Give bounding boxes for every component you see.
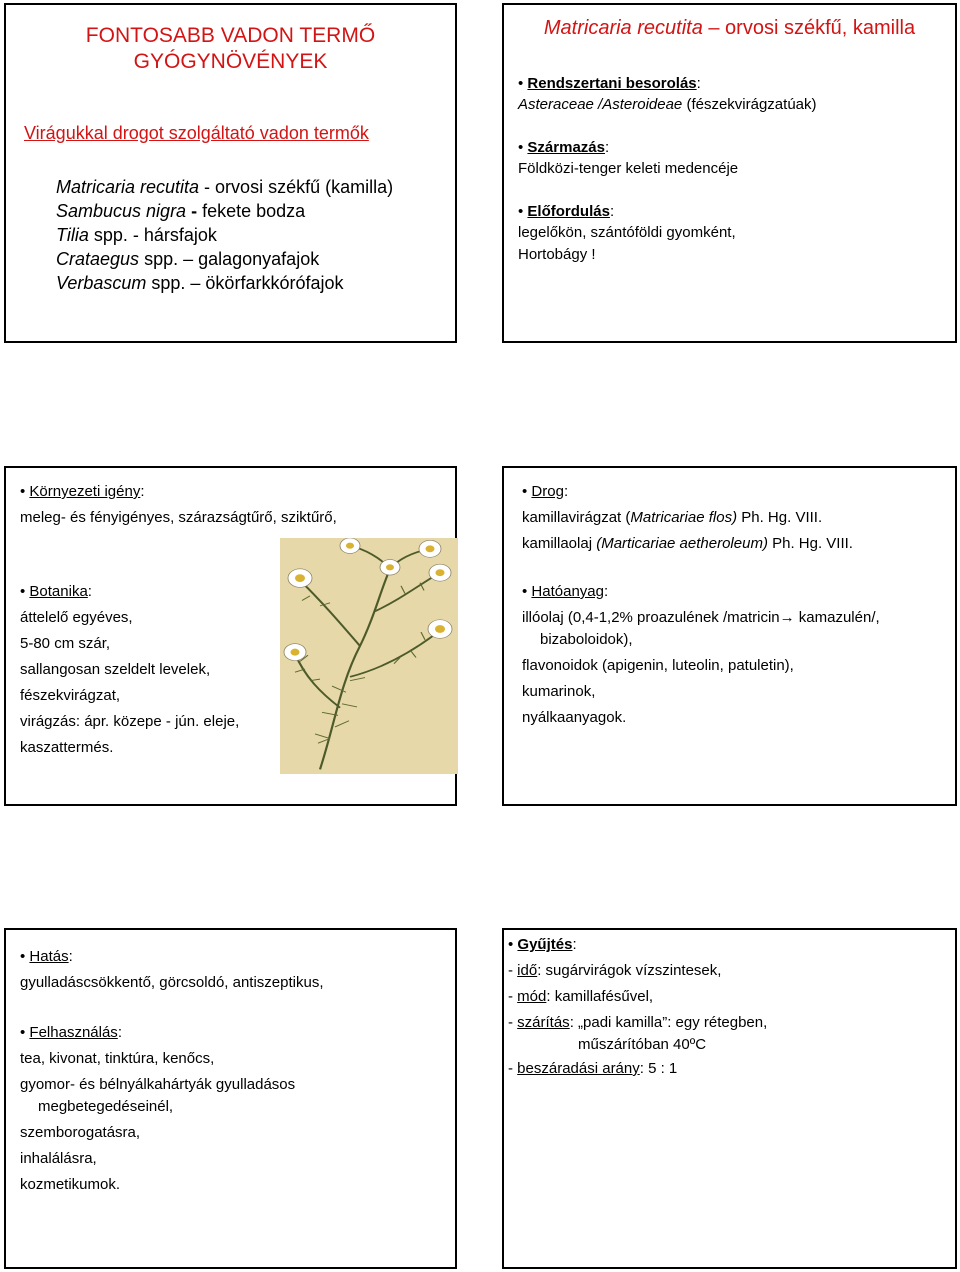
heading-environment: • Környezeti igény: — [20, 483, 145, 500]
usage-line: megbetegedéseinél, — [38, 1098, 174, 1115]
heading-botany: • Botanika: — [20, 583, 92, 600]
active-line-4: nyálkaanyagok. — [522, 709, 627, 726]
title-line-2: GYÓGYNÖVÉNYEK — [133, 50, 328, 73]
chamomile-illustration — [280, 538, 458, 774]
slide-overview-title: Matricaria recutita – orvosi székfű, kamilla — [543, 17, 916, 39]
collection-row-drying-2: műszárítóban 40ºC — [578, 1036, 707, 1053]
heading-drug: • Drog: — [522, 483, 568, 500]
subtitle: Virágukkal drogot szolgáltató vadon termők — [24, 123, 369, 143]
botany-line: sallangosan szeldelt levelek, — [20, 661, 211, 678]
heading-taxonomy: • Rendszertani besorolás: — [518, 75, 701, 92]
active-line-1: illóolaj (0,4-1,2% proazulének /matricin→ kamazulén/, — [522, 609, 880, 626]
slide-title-heading — [6, 23, 455, 75]
botany-line: 5-80 cm szár, — [20, 635, 111, 652]
heading-collection: • Gyűjtés: — [508, 936, 577, 953]
active-line-2: flavonoidok (apigenin, luteolin, patuletin), — [522, 657, 794, 674]
plant-item: Sambucus nigra - fekete bodza — [56, 201, 306, 221]
effect-value: gyulladáscsökkentő, görcsoldó, antiszeptikus, — [20, 974, 324, 991]
slide-title — [4, 3, 457, 343]
usage-line: kozmetikumok. — [20, 1176, 121, 1193]
heading-usage: • Felhasználás: — [20, 1024, 122, 1041]
heading-active-substance: • Hatóanyag: — [522, 583, 608, 600]
botany-line: fészekvirágzat, — [20, 687, 121, 704]
usage-line: inhalálásra, — [20, 1150, 97, 1167]
collection-row-method: - mód: kamillafésűvel, — [508, 988, 654, 1005]
slide-collection — [502, 928, 957, 1269]
usage-line: tea, kivonat, tinktúra, kenőcs, — [20, 1050, 215, 1067]
plant-item: Verbascum spp. – ökörfarkkórófajok — [56, 273, 344, 293]
taxonomy-value: Asteraceae /Asteroideae (fészekvirágzatúak) — [518, 96, 817, 113]
heading-occurrence: • Előfordulás: — [518, 203, 614, 220]
occurrence-value-2: Hortobágy ! — [518, 246, 596, 263]
slide-effect — [4, 928, 457, 1269]
active-line-1b: bizaboloidok), — [540, 631, 633, 648]
collection-row-ratio: - beszáradási arány: 5 : 1 — [508, 1060, 678, 1077]
plant-item: Tilia spp. - hársfajok — [56, 225, 217, 245]
occurrence-value-1: legelőkön, szántóföldi gyomként, — [518, 224, 736, 241]
usage-line: szemborogatásra, — [20, 1124, 141, 1141]
heading-origin: • Származás: — [518, 139, 609, 156]
collection-row-time: - idő: sugárvirágok vízszintesek, — [508, 962, 722, 979]
drug-line-2: kamillaolaj (Marticariae aetheroleum) Ph. Hg. VIII. — [522, 535, 853, 552]
plant-item: Crataegus spp. – galagonyafajok — [56, 249, 320, 269]
botany-line: áttelelő egyéves, — [20, 609, 133, 626]
slide-botany — [4, 466, 457, 806]
environment-value: meleg- és fényigényes, szárazságtűrő, sziktűrő, — [20, 509, 337, 526]
origin-value: Földközi-tenger keleti medencéje — [518, 160, 739, 177]
usage-line: gyomor- és bélnyálkahártyák gyulladásos — [20, 1076, 296, 1093]
title-line-1: FONTOSABB VADON TERMŐ — [85, 24, 376, 47]
slide-overview — [502, 3, 957, 343]
heading-effect: • Hatás: — [20, 948, 73, 965]
collection-row-drying: - szárítás: „padi kamilla”: egy rétegben, — [508, 1014, 768, 1031]
drug-line-1: kamillavirágzat (Matricariae flos) Ph. Hg. VIII. — [522, 509, 823, 526]
plant-item: Matricaria recutita - orvosi székfű (kamilla) — [56, 177, 394, 197]
slide-drug — [502, 466, 957, 806]
active-line-3: kumarinok, — [522, 683, 596, 700]
botany-line: virágzás: ápr. közepe - jún. eleje, — [20, 713, 240, 730]
botany-line: kaszattermés. — [20, 739, 114, 756]
